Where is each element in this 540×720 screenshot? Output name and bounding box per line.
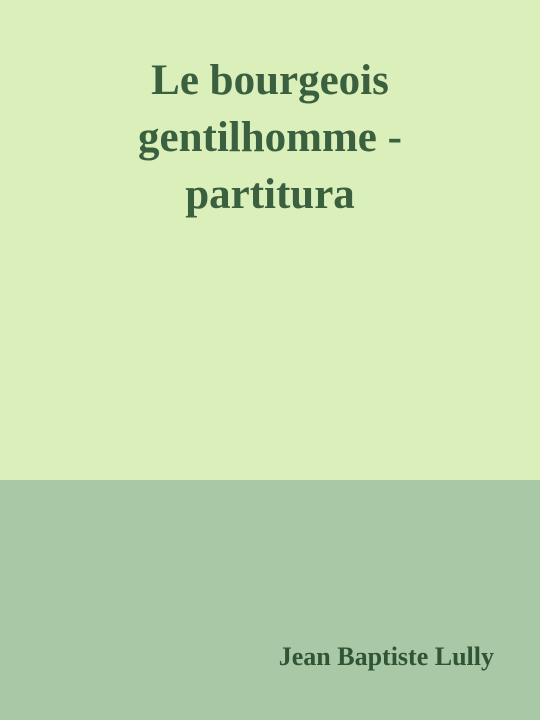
book-title bbox=[20, 52, 520, 223]
book-author: Jean Baptiste Lully bbox=[278, 642, 494, 671]
cover-bottom-panel bbox=[0, 480, 540, 720]
book-title-line-2: gentilhomme - bbox=[138, 114, 402, 161]
book-title-line-3: partitura bbox=[185, 171, 355, 218]
book-title-line-1: Le bourgeois bbox=[151, 57, 389, 104]
